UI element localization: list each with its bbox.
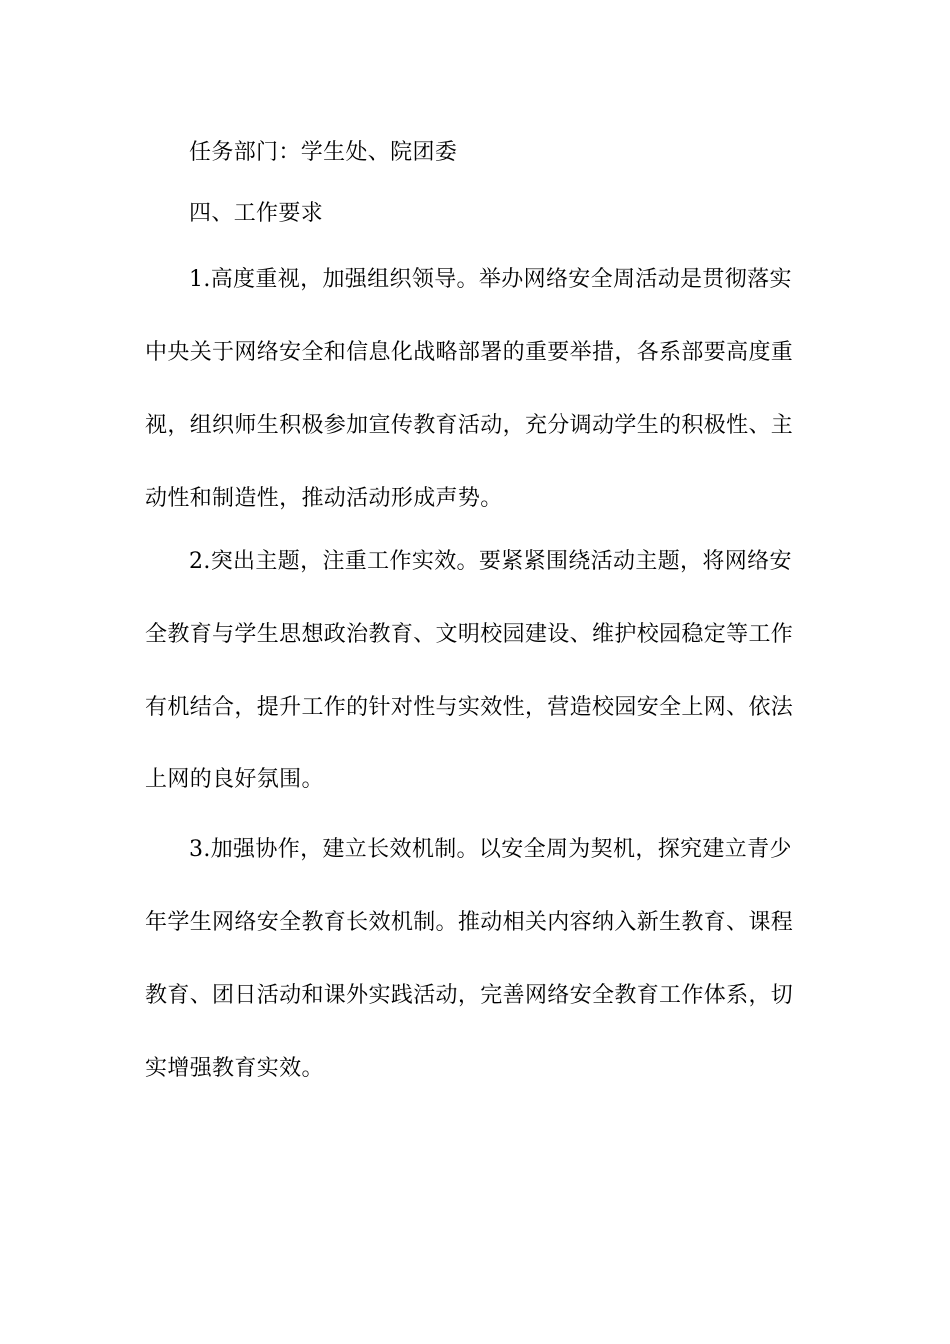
- section-heading: 四、工作要求: [189, 201, 324, 226]
- paragraph-2-line-3: 有机结合，提升工作的针对性与实效性，营造校园安全上网、依法: [145, 695, 794, 720]
- paragraph-1-line-4: 动性和制造性，推动活动形成声势。: [145, 486, 503, 511]
- paragraph-1-line-1: 1.高度重视，加强组织领导。举办网络安全周活动是贯彻落实: [189, 267, 792, 292]
- paragraph-1-line-2: 中央关于网络安全和信息化战略部署的重要举措，各系部要高度重: [145, 340, 794, 365]
- paragraph-1-line-3: 视，组织师生积极参加宣传教育活动，充分调动学生的积极性、主: [145, 413, 794, 438]
- paragraph-3-line-3: 教育、团日活动和课外实践活动，完善网络安全教育工作体系，切: [145, 983, 794, 1008]
- paragraph-2-line-1: 2.突出主题，注重工作实效。要紧紧围绕活动主题，将网络安: [189, 549, 792, 574]
- paragraph-2-line-4: 上网的良好氛围。: [145, 767, 324, 792]
- paragraph-3-line-1: 3.加强协作，建立长效机制。以安全周为契机，探究建立青少: [189, 837, 792, 862]
- paragraph-3-line-4: 实增强教育实效。: [145, 1056, 324, 1081]
- task-department-line: 任务部门：学生处、院团委: [189, 140, 458, 165]
- paragraph-3-line-2: 年学生网络安全教育长效机制。推动相关内容纳入新生教育、课程: [145, 910, 794, 935]
- paragraph-2-line-2: 全教育与学生思想政治教育、文明校园建设、维护校园稳定等工作: [145, 622, 794, 647]
